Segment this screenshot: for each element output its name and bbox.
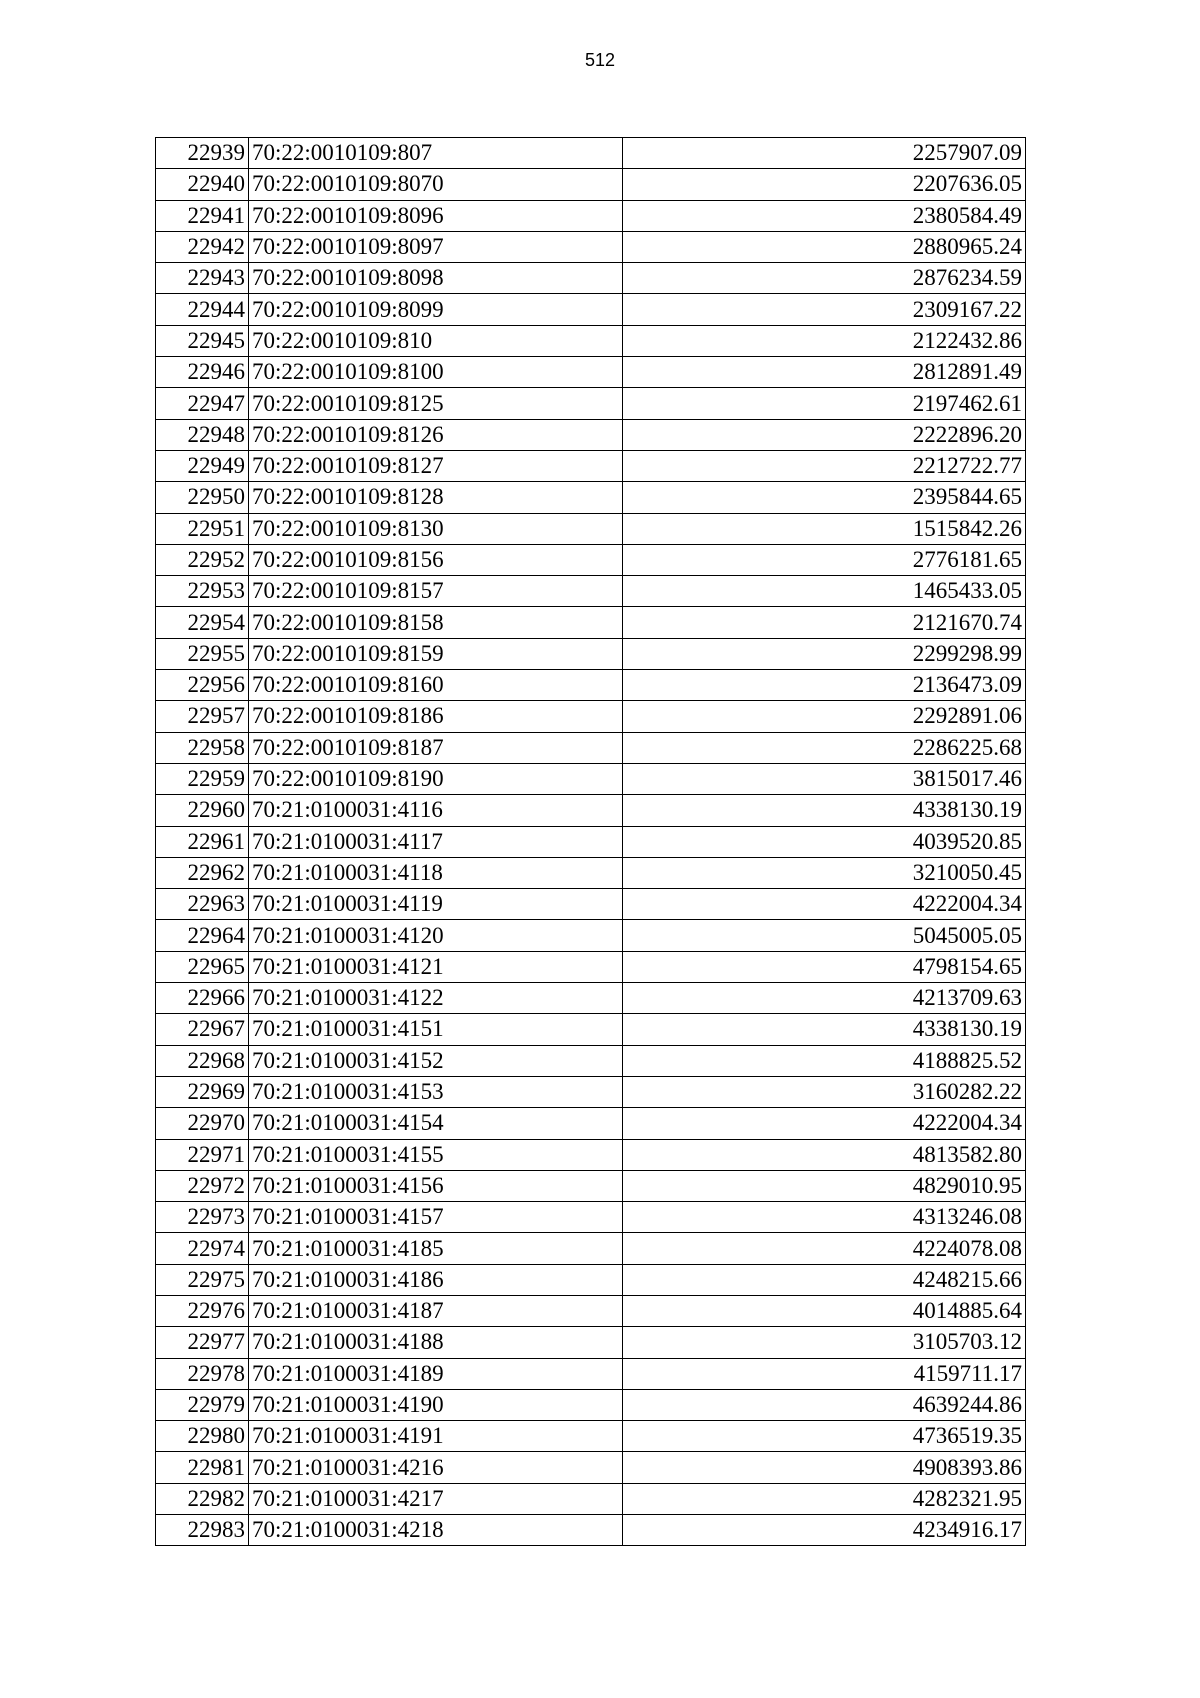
cadastral-number: 70:22:0010109:8100 xyxy=(249,357,623,388)
cadastral-number: 70:22:0010109:8130 xyxy=(249,513,623,544)
row-number: 22947 xyxy=(156,388,249,419)
row-number: 22961 xyxy=(156,826,249,857)
cadastral-value: 4908393.86 xyxy=(623,1452,1026,1483)
cadastral-number: 70:22:0010109:8156 xyxy=(249,544,623,575)
cadastral-value: 4736519.35 xyxy=(623,1421,1026,1452)
cadastral-number: 70:21:0100031:4120 xyxy=(249,920,623,951)
row-number: 22949 xyxy=(156,450,249,481)
table-row xyxy=(156,231,1026,262)
table-row xyxy=(156,419,1026,450)
cadastral-number: 70:22:0010109:8096 xyxy=(249,200,623,231)
table-row xyxy=(156,638,1026,669)
cadastral-number: 70:21:0100031:4191 xyxy=(249,1421,623,1452)
table-row xyxy=(156,1045,1026,1076)
cadastral-value: 2292891.06 xyxy=(623,701,1026,732)
cadastral-number: 70:22:0010109:8127 xyxy=(249,450,623,481)
cadastral-number: 70:22:0010109:807 xyxy=(249,138,623,169)
cadastral-number: 70:22:0010109:8187 xyxy=(249,732,623,763)
cadastral-value: 2257907.09 xyxy=(623,138,1026,169)
table-row xyxy=(156,1515,1026,1546)
cadastral-value: 4338130.19 xyxy=(623,1014,1026,1045)
cadastral-value: 2309167.22 xyxy=(623,294,1026,325)
cadastral-number: 70:21:0100031:4157 xyxy=(249,1202,623,1233)
cadastral-value: 4248215.66 xyxy=(623,1264,1026,1295)
cadastral-value: 4188825.52 xyxy=(623,1045,1026,1076)
table-row xyxy=(156,795,1026,826)
table-row xyxy=(156,920,1026,951)
cadastral-number: 70:22:0010109:8158 xyxy=(249,607,623,638)
cadastral-value: 3105703.12 xyxy=(623,1327,1026,1358)
table-row xyxy=(156,607,1026,638)
cadastral-value: 1465433.05 xyxy=(623,576,1026,607)
cadastral-value: 3160282.22 xyxy=(623,1076,1026,1107)
table-row xyxy=(156,513,1026,544)
cadastral-number: 70:21:0100031:4187 xyxy=(249,1295,623,1326)
row-number: 22956 xyxy=(156,670,249,701)
cadastral-value-table xyxy=(155,137,1026,1546)
cadastral-value: 4639244.86 xyxy=(623,1389,1026,1420)
cadastral-value: 2122432.86 xyxy=(623,325,1026,356)
cadastral-value: 2212722.77 xyxy=(623,450,1026,481)
cadastral-number: 70:21:0100031:4117 xyxy=(249,826,623,857)
table-row xyxy=(156,857,1026,888)
table-row xyxy=(156,482,1026,513)
cadastral-value: 2776181.65 xyxy=(623,544,1026,575)
cadastral-number: 70:21:0100031:4186 xyxy=(249,1264,623,1295)
cadastral-value: 2395844.65 xyxy=(623,482,1026,513)
cadastral-value: 4282321.95 xyxy=(623,1483,1026,1514)
row-number: 22960 xyxy=(156,795,249,826)
table-row xyxy=(156,138,1026,169)
table-row xyxy=(156,1014,1026,1045)
cadastral-number: 70:21:0100031:4154 xyxy=(249,1108,623,1139)
table-row xyxy=(156,1170,1026,1201)
cadastral-value: 3815017.46 xyxy=(623,763,1026,794)
cadastral-value: 2880965.24 xyxy=(623,231,1026,262)
cadastral-number: 70:22:0010109:8125 xyxy=(249,388,623,419)
cadastral-value: 2876234.59 xyxy=(623,263,1026,294)
table-row xyxy=(156,1452,1026,1483)
table-row xyxy=(156,200,1026,231)
cadastral-number: 70:21:0100031:4116 xyxy=(249,795,623,826)
row-number: 22971 xyxy=(156,1139,249,1170)
cadastral-value: 4222004.34 xyxy=(623,889,1026,920)
table-row xyxy=(156,983,1026,1014)
row-number: 22952 xyxy=(156,544,249,575)
table-row xyxy=(156,357,1026,388)
table-row xyxy=(156,1264,1026,1295)
cadastral-number: 70:21:0100031:4185 xyxy=(249,1233,623,1264)
cadastral-value: 2197462.61 xyxy=(623,388,1026,419)
table-row xyxy=(156,1358,1026,1389)
table-row xyxy=(156,732,1026,763)
cadastral-value: 4224078.08 xyxy=(623,1233,1026,1264)
cadastral-number: 70:22:0010109:8186 xyxy=(249,701,623,732)
cadastral-value: 2222896.20 xyxy=(623,419,1026,450)
row-number: 22964 xyxy=(156,920,249,951)
cadastral-number: 70:22:0010109:8190 xyxy=(249,763,623,794)
cadastral-value: 2286225.68 xyxy=(623,732,1026,763)
cadastral-value: 3210050.45 xyxy=(623,857,1026,888)
cadastral-value: 2121670.74 xyxy=(623,607,1026,638)
row-number: 22955 xyxy=(156,638,249,669)
row-number: 22951 xyxy=(156,513,249,544)
row-number: 22940 xyxy=(156,169,249,200)
cadastral-number: 70:21:0100031:4155 xyxy=(249,1139,623,1170)
row-number: 22978 xyxy=(156,1358,249,1389)
cadastral-value: 4798154.65 xyxy=(623,951,1026,982)
cadastral-value: 4234916.17 xyxy=(623,1515,1026,1546)
row-number: 22948 xyxy=(156,419,249,450)
row-number: 22942 xyxy=(156,231,249,262)
table-row xyxy=(156,1421,1026,1452)
row-number: 22945 xyxy=(156,325,249,356)
table-row xyxy=(156,1233,1026,1264)
table-row xyxy=(156,388,1026,419)
table-row xyxy=(156,325,1026,356)
table-row xyxy=(156,701,1026,732)
cadastral-number: 70:21:0100031:4217 xyxy=(249,1483,623,1514)
row-number: 22980 xyxy=(156,1421,249,1452)
cadastral-number: 70:21:0100031:4119 xyxy=(249,889,623,920)
cadastral-value: 4039520.85 xyxy=(623,826,1026,857)
table-row xyxy=(156,450,1026,481)
row-number: 22963 xyxy=(156,889,249,920)
cadastral-number: 70:21:0100031:4151 xyxy=(249,1014,623,1045)
cadastral-number: 70:22:0010109:8126 xyxy=(249,419,623,450)
cadastral-number: 70:21:0100031:4152 xyxy=(249,1045,623,1076)
cadastral-number: 70:22:0010109:810 xyxy=(249,325,623,356)
cadastral-number: 70:22:0010109:8070 xyxy=(249,169,623,200)
row-number: 22979 xyxy=(156,1389,249,1420)
cadastral-value: 5045005.05 xyxy=(623,920,1026,951)
row-number: 22965 xyxy=(156,951,249,982)
row-number: 22953 xyxy=(156,576,249,607)
cadastral-number: 70:21:0100031:4118 xyxy=(249,857,623,888)
row-number: 22968 xyxy=(156,1045,249,1076)
row-number: 22969 xyxy=(156,1076,249,1107)
row-number: 22954 xyxy=(156,607,249,638)
cadastral-value: 4813582.80 xyxy=(623,1139,1026,1170)
row-number: 22973 xyxy=(156,1202,249,1233)
cadastral-number: 70:21:0100031:4156 xyxy=(249,1170,623,1201)
cadastral-number: 70:22:0010109:8157 xyxy=(249,576,623,607)
table-row xyxy=(156,544,1026,575)
cadastral-value: 1515842.26 xyxy=(623,513,1026,544)
cadastral-value: 2380584.49 xyxy=(623,200,1026,231)
table-row xyxy=(156,576,1026,607)
table-row xyxy=(156,263,1026,294)
cadastral-value: 4222004.34 xyxy=(623,1108,1026,1139)
row-number: 22982 xyxy=(156,1483,249,1514)
cadastral-value: 4338130.19 xyxy=(623,795,1026,826)
cadastral-value: 4159711.17 xyxy=(623,1358,1026,1389)
table-row xyxy=(156,1483,1026,1514)
cadastral-number: 70:22:0010109:8128 xyxy=(249,482,623,513)
table-row xyxy=(156,1389,1026,1420)
table-row xyxy=(156,889,1026,920)
cadastral-value: 2812891.49 xyxy=(623,357,1026,388)
cadastral-number: 70:21:0100031:4122 xyxy=(249,983,623,1014)
table-row xyxy=(156,826,1026,857)
table-row xyxy=(156,1295,1026,1326)
row-number: 22972 xyxy=(156,1170,249,1201)
row-number: 22946 xyxy=(156,357,249,388)
row-number: 22962 xyxy=(156,857,249,888)
row-number: 22950 xyxy=(156,482,249,513)
cadastral-number: 70:21:0100031:4188 xyxy=(249,1327,623,1358)
table-row xyxy=(156,951,1026,982)
row-number: 22977 xyxy=(156,1327,249,1358)
cadastral-number: 70:22:0010109:8159 xyxy=(249,638,623,669)
cadastral-number: 70:22:0010109:8097 xyxy=(249,231,623,262)
cadastral-number: 70:21:0100031:4121 xyxy=(249,951,623,982)
row-number: 22974 xyxy=(156,1233,249,1264)
cadastral-value: 4313246.08 xyxy=(623,1202,1026,1233)
cadastral-number: 70:21:0100031:4216 xyxy=(249,1452,623,1483)
table-body xyxy=(156,138,1026,1546)
table-row xyxy=(156,1076,1026,1107)
cadastral-number: 70:21:0100031:4153 xyxy=(249,1076,623,1107)
table-row xyxy=(156,1108,1026,1139)
cadastral-value: 4829010.95 xyxy=(623,1170,1026,1201)
cadastral-number: 70:22:0010109:8099 xyxy=(249,294,623,325)
table-row xyxy=(156,670,1026,701)
table-row xyxy=(156,294,1026,325)
row-number: 22976 xyxy=(156,1295,249,1326)
row-number: 22941 xyxy=(156,200,249,231)
cadastral-value: 4014885.64 xyxy=(623,1295,1026,1326)
cadastral-value: 4213709.63 xyxy=(623,983,1026,1014)
table-row xyxy=(156,169,1026,200)
cadastral-number: 70:21:0100031:4218 xyxy=(249,1515,623,1546)
table-row xyxy=(156,1139,1026,1170)
cadastral-value: 2136473.09 xyxy=(623,670,1026,701)
page-number: 512 xyxy=(584,50,616,70)
row-number: 22958 xyxy=(156,732,249,763)
row-number: 22970 xyxy=(156,1108,249,1139)
cadastral-number: 70:22:0010109:8160 xyxy=(249,670,623,701)
row-number: 22967 xyxy=(156,1014,249,1045)
cadastral-number: 70:22:0010109:8098 xyxy=(249,263,623,294)
row-number: 22981 xyxy=(156,1452,249,1483)
cadastral-value: 2207636.05 xyxy=(623,169,1026,200)
row-number: 22939 xyxy=(156,138,249,169)
table-row xyxy=(156,1327,1026,1358)
row-number: 22957 xyxy=(156,701,249,732)
cadastral-number: 70:21:0100031:4189 xyxy=(249,1358,623,1389)
row-number: 22943 xyxy=(156,263,249,294)
row-number: 22983 xyxy=(156,1515,249,1546)
cadastral-value: 2299298.99 xyxy=(623,638,1026,669)
row-number: 22959 xyxy=(156,763,249,794)
table-row xyxy=(156,763,1026,794)
row-number: 22944 xyxy=(156,294,249,325)
row-number: 22975 xyxy=(156,1264,249,1295)
table-row xyxy=(156,1202,1026,1233)
cadastral-number: 70:21:0100031:4190 xyxy=(249,1389,623,1420)
row-number: 22966 xyxy=(156,983,249,1014)
